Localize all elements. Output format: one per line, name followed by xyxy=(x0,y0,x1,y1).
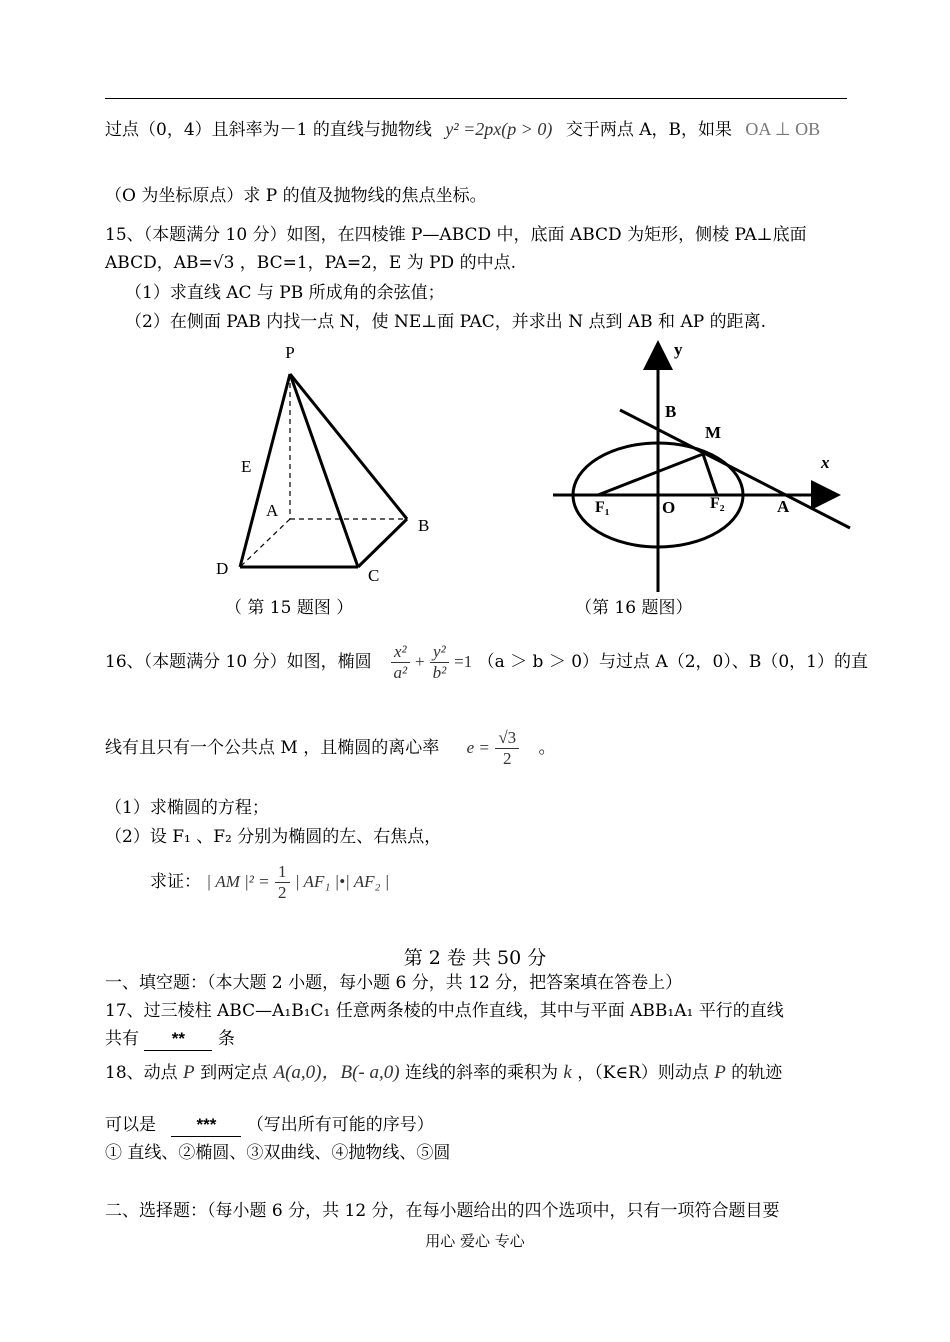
q16-line1 xyxy=(105,632,868,692)
fill-header: 一、填空题：（本大题 2 小题，每小题 6 分，共 12 分，把答案填在答卷上） xyxy=(105,973,683,993)
q18-line1 xyxy=(105,1055,782,1091)
q18-text-d: ，（K∈R）则动点 xyxy=(577,1063,709,1083)
tangent-line xyxy=(620,410,850,528)
q15-sub1: （1）求直线 AC 与 PB 所成角的余弦值； xyxy=(125,283,445,303)
label-O: O xyxy=(662,498,676,517)
q18-text-a: 18、动点 xyxy=(105,1063,178,1083)
q18-text-e: 的轨迹 xyxy=(731,1063,783,1083)
q14-line1 xyxy=(105,118,820,141)
label-A: A xyxy=(266,501,279,520)
q16-proof xyxy=(150,858,389,906)
frac-x-den: a² xyxy=(393,663,408,682)
q18-blank: *** xyxy=(171,1114,241,1137)
q14-text-a: 过点（0，4）且斜率为－1 的直线与抛物线 xyxy=(105,120,432,140)
label-B: B xyxy=(418,516,430,535)
frac-x-num: x² xyxy=(391,642,410,663)
q18-points: A(a,0)，B(- a,0) xyxy=(273,1062,400,1083)
q18-text-g: （写出所有可能的序号） xyxy=(246,1115,434,1135)
frac-y xyxy=(430,642,449,683)
q16-sub2: （2）设 F₁ 、F₂ 分别为椭圆的左、右焦点， xyxy=(105,827,442,847)
q16-line2-text: 线有且只有一个公共点 M ，且椭圆的离心率 xyxy=(105,738,440,758)
q17-blank: ** xyxy=(144,1028,212,1051)
label-y: y xyxy=(674,340,683,359)
ecc-period: 。 xyxy=(538,738,556,758)
frac-x xyxy=(391,642,410,683)
label-C: C xyxy=(368,566,380,585)
q15-sub2: （2）在侧面 PAB 内找一点 N，使 NE⊥面 PAC，并求出 N 点到 AB 和 AP 的距离. xyxy=(125,312,766,332)
q18-k: k xyxy=(563,1062,572,1083)
proof-frac xyxy=(275,862,290,903)
edge-PC xyxy=(290,374,358,567)
header-rule xyxy=(105,98,847,99)
choice-header: 二、选择题：（每小题 6 分，共 12 分，在每小题给出的四个选项中，只有一项符合题目要 xyxy=(105,1201,780,1221)
frac-y-den: b² xyxy=(432,663,447,682)
q17-text: 共有 xyxy=(105,1029,139,1049)
segment-F1M xyxy=(598,454,703,495)
frac-y-num: y² xyxy=(430,642,449,663)
edge-CB xyxy=(358,519,407,567)
proof-rhs: | AF₁ |•| AF₂ | xyxy=(294,872,390,891)
q18-point-P2: P xyxy=(714,1062,726,1083)
label-F2: F₂ xyxy=(710,495,725,512)
label-M: M xyxy=(705,423,722,442)
q18-options: ① 直线、②椭圆、③双曲线、④抛物线、⑤圆 xyxy=(105,1143,451,1163)
q17-line2 xyxy=(105,1028,235,1051)
q18-text-f: 可以是 xyxy=(105,1115,156,1135)
q14-text-b: 交于两点 A，B，如果 xyxy=(565,120,733,140)
q14-parabola-eq: y² =2px(p > 0) xyxy=(445,119,553,139)
ecc-den: 2 xyxy=(502,749,512,768)
ellipse-figure xyxy=(545,338,855,598)
q17-tiao: 条 xyxy=(217,1029,235,1049)
eq-one: =1 xyxy=(454,652,473,671)
proof-lhs: | AM |² = xyxy=(206,872,270,891)
fig16-caption: （第 16 题图） xyxy=(575,598,693,618)
label-E: E xyxy=(241,457,252,476)
q16-line2 xyxy=(105,720,556,776)
label-x: x xyxy=(821,453,830,472)
q18-point-P: P xyxy=(183,1062,195,1083)
label-F1: F₁ xyxy=(595,499,610,516)
q16-text-b: （a ＞ b ＞ 0）与过点 A（2，0）、B（0，1）的直 xyxy=(477,652,868,672)
edge-PB xyxy=(290,374,407,519)
label-D: D xyxy=(216,559,229,578)
ecc-lhs: e = xyxy=(466,738,490,757)
q14-line2: （O 为坐标原点）求 P 的值及抛物线的焦点坐标。 xyxy=(105,186,487,206)
part2-title: 第 2 卷 共 50 分 xyxy=(403,947,547,969)
ecc-num: √3 xyxy=(495,728,519,749)
q15-line1: 15、（本题满分 10 分）如图，在四棱锥 P—ABCD 中，底面 ABCD 为矩形，侧棱 PA⊥底面 xyxy=(105,225,807,245)
q17-line1: 17、过三棱柱 ABC—A₁B₁C₁ 任意两条棱的中点作直线，其中与平面 ABB₁A₁ 平行的直线 xyxy=(105,1001,784,1021)
q15-line2: ABCD，AB=√3 ，BC=1，PA=2，E 为 PD 的中点. xyxy=(105,253,516,273)
proof-den: 2 xyxy=(278,883,287,902)
q18-text-c: 连线的斜率的乘积为 xyxy=(404,1063,558,1083)
plus-sign: + xyxy=(415,652,425,671)
page-footer: 用心 爱心 专心 xyxy=(425,1232,525,1250)
ecc-frac xyxy=(495,728,519,769)
pyramid-figure xyxy=(200,338,460,598)
q16-sub1: （1）求椭圆的方程； xyxy=(105,798,269,818)
label-P: P xyxy=(285,343,295,362)
proof-label: 求证： xyxy=(150,872,201,892)
label-B: B xyxy=(665,402,677,421)
label-A: A xyxy=(777,497,790,516)
proof-num: 1 xyxy=(275,862,290,883)
q14-perp-eq: OA ⊥ OB xyxy=(745,119,821,139)
q16-text-a: 16、（本题满分 10 分）如图，椭圆 xyxy=(105,652,372,672)
q18-text-b: 到两定点 xyxy=(200,1063,269,1083)
q18-line2 xyxy=(105,1114,434,1137)
fig15-caption: （ 第 15 题图 ） xyxy=(225,598,354,618)
